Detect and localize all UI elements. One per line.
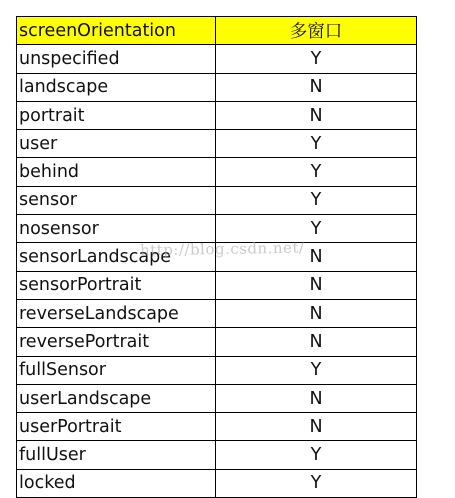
orientation-table-container (16, 16, 416, 498)
multi-window-value-cell: N (216, 271, 417, 299)
table-row (17, 384, 417, 412)
multi-window-value-cell: N (216, 328, 417, 356)
header-multi-window: 多窗口 (216, 17, 417, 45)
multi-window-value-cell: Y (216, 186, 417, 214)
header-screen-orientation: screenOrientation (17, 17, 216, 45)
multi-window-value-cell: Y (216, 215, 417, 243)
orientation-name-cell: portrait (17, 101, 216, 129)
orientation-name-cell: behind (17, 158, 216, 186)
orientation-name-cell: userPortrait (17, 413, 216, 441)
orientation-name-cell: fullSensor (17, 356, 216, 384)
table-header-row (17, 17, 417, 45)
table-row (17, 356, 417, 384)
multi-window-value-cell: N (216, 101, 417, 129)
multi-window-value-cell: Y (216, 469, 417, 497)
multi-window-value-cell: Y (216, 441, 417, 469)
multi-window-value-cell: Y (216, 356, 417, 384)
table-row (17, 299, 417, 327)
orientation-name-cell: nosensor (17, 215, 216, 243)
multi-window-value-cell: Y (216, 45, 417, 73)
orientation-table (16, 16, 417, 498)
watermark: http://blog.csdn.net/ (139, 238, 305, 260)
table-row (17, 328, 417, 356)
orientation-name-cell: reversePortrait (17, 328, 216, 356)
orientation-name-cell: userLandscape (17, 384, 216, 412)
multi-window-value-cell: N (216, 73, 417, 101)
orientation-name-cell: fullUser (17, 441, 216, 469)
orientation-name-cell: user (17, 130, 216, 158)
table-row (17, 45, 417, 73)
table-row (17, 215, 417, 243)
table-row (17, 441, 417, 469)
table-row (17, 243, 417, 271)
table-row (17, 271, 417, 299)
table-row (17, 469, 417, 497)
orientation-name-cell: landscape (17, 73, 216, 101)
orientation-name-cell: unspecified (17, 45, 216, 73)
orientation-name-cell: sensorPortrait (17, 271, 216, 299)
multi-window-value-cell: N (216, 299, 417, 327)
table-row (17, 158, 417, 186)
table-body (17, 45, 417, 498)
orientation-name-cell: sensorLandscape (17, 243, 216, 271)
orientation-name-cell: reverseLandscape (17, 299, 216, 327)
table-row (17, 101, 417, 129)
orientation-name-cell: locked (17, 469, 216, 497)
orientation-name-cell: sensor (17, 186, 216, 214)
multi-window-value-cell: Y (216, 130, 417, 158)
multi-window-value-cell: N (216, 413, 417, 441)
table-row (17, 130, 417, 158)
table-row (17, 413, 417, 441)
multi-window-value-cell: N (216, 384, 417, 412)
table-row (17, 73, 417, 101)
multi-window-value-cell: N (216, 243, 417, 271)
table-row (17, 186, 417, 214)
multi-window-value-cell: Y (216, 158, 417, 186)
